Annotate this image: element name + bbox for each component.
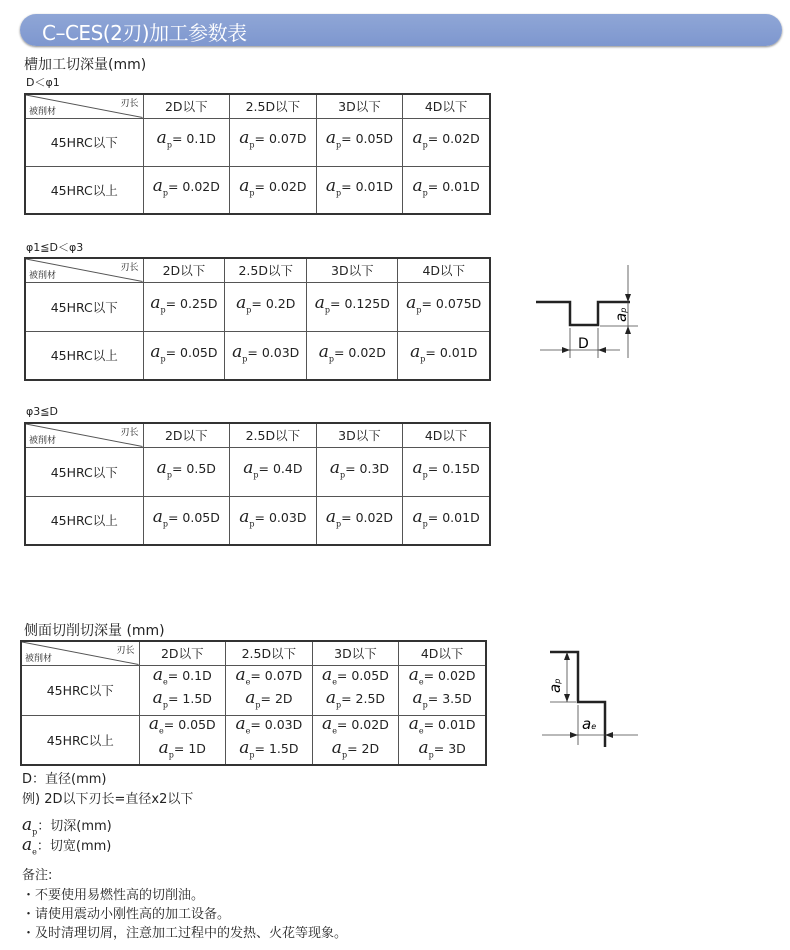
diagram-ae-label: ae xyxy=(582,715,597,733)
column-header: 3D以下 xyxy=(316,423,403,447)
material-cell: 45HRC以上 xyxy=(25,331,143,380)
value-cell: $a_e= 0.1D$ $a_p= 1.5D$ xyxy=(139,665,226,715)
corner-cell: 刃长 被削材 xyxy=(25,423,143,447)
note-1: ・不要使用易燃性高的切削油。 xyxy=(22,888,205,903)
column-header: 4D以下 xyxy=(399,641,486,665)
legend-ap: $a_p$：切深(mm) xyxy=(22,815,112,837)
value-cell: $a_e= 0.02D$ $a_p= 2D$ xyxy=(312,715,399,765)
value-cell: $a_p= 0.5D$ xyxy=(143,447,230,496)
side-diagram xyxy=(540,645,640,750)
material-cell: 45HRC以上 xyxy=(21,715,139,765)
value-cell: $a_e= 0.02D$ $a_p= 3.5D$ xyxy=(399,665,486,715)
table-row xyxy=(25,496,490,545)
page-title: C–CES(2刃)加工参数表 xyxy=(42,21,247,45)
material-cell: 45HRC以上 xyxy=(25,166,143,214)
value-cell: $a_p= 0.01D$ xyxy=(403,166,490,214)
material-cell: 45HRC以下 xyxy=(25,447,143,496)
value-cell: $a_e= 0.05D$ $a_p= 2.5D$ xyxy=(312,665,399,715)
note-2: ・请使用震动小刚性高的加工设备。 xyxy=(22,907,231,922)
value-cell: $a_p= 0.05D$ xyxy=(143,331,225,380)
corner-cell: 刃长 被削材 xyxy=(21,641,139,665)
corner-cell: 刃长 被削材 xyxy=(25,258,143,282)
value-cell: $a_p= 0.03D$ xyxy=(230,496,317,545)
legend-ae: $a_e$：切宽(mm) xyxy=(22,835,112,857)
side-table xyxy=(20,640,487,766)
title-banner xyxy=(20,14,782,46)
slot-condition-3: φ3≦D xyxy=(26,405,58,418)
value-cell: $a_e= 0.01D$ $a_p= 3D$ xyxy=(399,715,486,765)
material-cell: 45HRC以下 xyxy=(21,665,139,715)
value-cell: $a_p= 0.02D$ xyxy=(143,166,230,214)
diagram-ap-label: ap xyxy=(546,678,564,693)
diagram-ap-label: ap xyxy=(612,307,630,322)
value-cell: $a_p= 0.02D$ xyxy=(230,166,317,214)
table-row xyxy=(25,331,490,380)
table-row xyxy=(21,665,486,715)
column-header: 2.5D以下 xyxy=(225,258,307,282)
slot-condition-2: φ1≦D＜φ3 xyxy=(26,241,84,254)
material-cell: 45HRC以下 xyxy=(25,118,143,166)
value-cell: $a_p= 0.1D$ xyxy=(143,118,230,166)
slot-table-1 xyxy=(24,93,491,215)
material-cell: 45HRC以上 xyxy=(25,496,143,545)
column-header: 3D以下 xyxy=(316,94,403,118)
value-cell: $a_e= 0.05D$ $a_p= 1D$ xyxy=(139,715,226,765)
value-cell: $a_p= 0.02D$ xyxy=(316,496,403,545)
column-header: 2.5D以下 xyxy=(226,641,313,665)
value-cell: $a_p= 0.02D$ xyxy=(403,118,490,166)
side-heading: 侧面切削切深量 (mm) xyxy=(24,623,165,639)
column-header: 3D以下 xyxy=(312,641,399,665)
value-cell: $a_p= 0.01D$ xyxy=(316,166,403,214)
slot-heading: 槽加工切深量(mm) xyxy=(24,57,147,73)
corner-cell: 刃长 被削材 xyxy=(25,94,143,118)
slot-table-3 xyxy=(24,422,491,546)
column-header: 4D以下 xyxy=(398,258,490,282)
notes-title: 备注: xyxy=(22,868,53,883)
column-header: 2D以下 xyxy=(143,94,230,118)
value-cell: $a_p= 0.01D$ xyxy=(403,496,490,545)
value-cell: $a_p= 0.25D$ xyxy=(143,282,225,331)
column-header: 2.5D以下 xyxy=(230,423,317,447)
column-header: 2.5D以下 xyxy=(230,94,317,118)
table-row xyxy=(25,166,490,214)
legend-example: 例) 2D以下刃长=直径x2以下 xyxy=(22,792,194,807)
column-header: 4D以下 xyxy=(403,423,490,447)
column-header: 2D以下 xyxy=(143,423,230,447)
value-cell: $a_p= 0.07D$ xyxy=(230,118,317,166)
value-cell: $a_p= 0.03D$ xyxy=(225,331,307,380)
column-header: 2D以下 xyxy=(143,258,225,282)
material-cell: 45HRC以下 xyxy=(25,282,143,331)
value-cell: $a_p= 0.3D$ xyxy=(316,447,403,496)
note-3: ・及时清理切屑，注意加工过程中的发热、火花等现象。 xyxy=(22,926,348,941)
value-cell: $a_e= 0.07D$ $a_p= 2D$ xyxy=(226,665,313,715)
column-header: 3D以下 xyxy=(307,258,398,282)
table-row xyxy=(25,282,490,331)
value-cell: $a_p= 0.125D$ xyxy=(307,282,398,331)
legend-d: D：直径(mm) xyxy=(22,772,107,787)
diagram-d-label: D xyxy=(578,336,589,352)
value-cell: $a_e= 0.03D$ $a_p= 1.5D$ xyxy=(226,715,313,765)
value-cell: $a_p= 0.01D$ xyxy=(398,331,490,380)
slot-table-2 xyxy=(24,257,491,381)
column-header: 2D以下 xyxy=(139,641,226,665)
value-cell: $a_p= 0.05D$ xyxy=(316,118,403,166)
value-cell: $a_p= 0.15D$ xyxy=(403,447,490,496)
table-row xyxy=(21,715,486,765)
column-header: 4D以下 xyxy=(403,94,490,118)
value-cell: $a_p= 0.05D$ xyxy=(143,496,230,545)
value-cell: $a_p= 0.4D$ xyxy=(230,447,317,496)
value-cell: $a_p= 0.02D$ xyxy=(307,331,398,380)
value-cell: $a_p= 0.075D$ xyxy=(398,282,490,331)
table-row xyxy=(25,447,490,496)
value-cell: $a_p= 0.2D$ xyxy=(225,282,307,331)
slot-diagram xyxy=(530,260,650,360)
slot-condition-1: D＜φ1 xyxy=(26,76,60,89)
table-row xyxy=(25,118,490,166)
